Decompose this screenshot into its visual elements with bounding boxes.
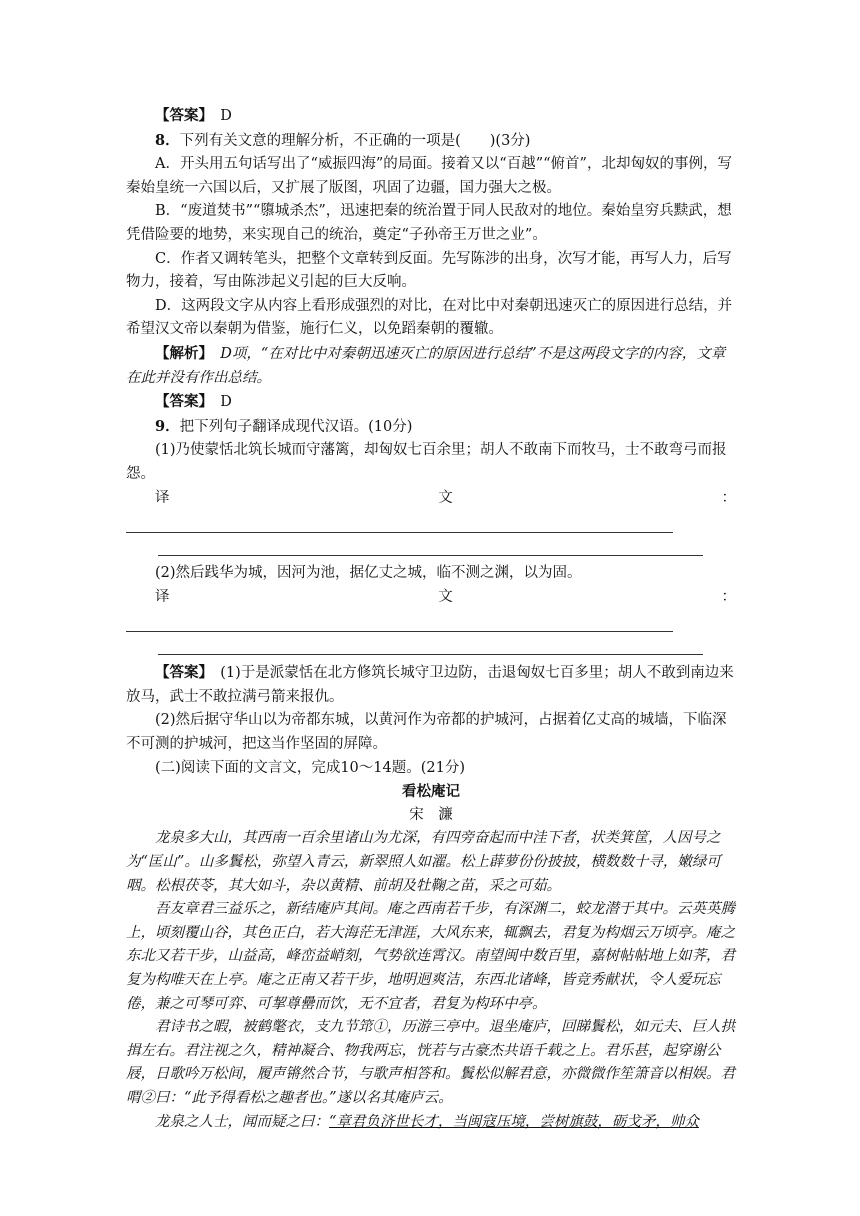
translation-label-2 — [126, 586, 736, 610]
answer-text-1: (1)于是派蒙恬在北方修筑长城守卫边防，击退匈奴七百多里；胡人不敢到南边来放马，武士不敢拉满弓箭来报仇。 — [126, 665, 734, 705]
section-heading: (二)阅读下面的文言文，完成10～14题。(21分) — [155, 759, 465, 776]
document-page — [126, 104, 736, 1134]
label-char: ： — [721, 489, 736, 506]
answer-7 — [126, 104, 736, 129]
passage-paragraph-3: 君诗书之暇，被鹤氅衣，支九节筇①，历游三亭中。退坐庵庐，回睇鬒松，如元夫、巨人拱揖左右。君注视之久，精神凝合、物我两忘，恍若与古豪杰共语千载之上。君乐甚，起穿谢公屐，日歌吟万松间，履声锵然合节，与歌声相答和。鬒松似解君意，亦微微作笙箫音以相娱。君喟②曰：“此予得看松之趣者也。”遂以名其庵庐云。 — [126, 1019, 735, 1106]
translation-label-1 — [126, 487, 736, 511]
option-c: C．作者又调转笔头，把整个文章转到反面。先写陈涉的出身，次写才能，再写人力，后写物力，接着，写由陈涉起义引起的巨大反响。 — [126, 250, 732, 291]
question-8 — [126, 129, 736, 154]
paragraph-text: 龙泉之人士，闻而疑之曰： — [155, 1113, 329, 1130]
question-text: 把下列句子翻译成现代汉语。(10分) — [179, 418, 413, 435]
answer-value: D — [220, 394, 232, 411]
passage-paragraph-4 — [126, 1111, 736, 1135]
question-number: 9． — [155, 417, 180, 435]
explanation-8 — [126, 342, 736, 390]
option-d: D．这两段文字从内容上看形成强烈的对比，在对比中对秦朝迅速灭亡的原因进行总结，并希望汉文帝以秦朝为借鉴，施行仁义，以免蹈秦朝的覆辙。 — [126, 297, 733, 338]
answer-8 — [126, 390, 736, 415]
label-char: 文 — [438, 588, 453, 605]
answer-line[interactable] — [126, 609, 673, 632]
passage-paragraph-1: 龙泉多大山，其西南一百余里诸山为尤深，有四旁奋起而中洼下者，状类箕筐，人因号之为“匡山”。山多鬒松，弥望入青云，新翠照人如濯。松上薜萝份份披披，横数数十寻，嫩绿可咽。松根茯苓，其大如斗，杂以黄精、前胡及牡鞠之苗，采之可茹。 — [126, 830, 721, 894]
answer-tag: 【答案】 — [155, 107, 206, 124]
answer-tag: 【答案】 — [155, 664, 206, 682]
sentence-2: (2)然后践华为城，因河为池，据亿丈之城，临不测之渊，以为固。 — [155, 565, 582, 582]
answer-line[interactable] — [126, 510, 673, 533]
answer-9 — [126, 661, 736, 709]
underlined-sentence: “章君负济世长才，当闽寇压境，尝树旗鼓，砺戈矛，帅众 — [329, 1113, 699, 1130]
label-char: 译 — [155, 489, 170, 506]
answer-tag: 【答案】 — [155, 393, 206, 411]
passage-author: 宋 濂 — [409, 806, 453, 823]
answer-value: D — [220, 108, 232, 124]
answer-line[interactable] — [158, 533, 703, 556]
question-number: 8． — [155, 131, 180, 149]
answer-line[interactable] — [158, 632, 703, 655]
option-a: A．开头用五句话写出了“威振四海”的局面。接着又以“百越”“俯首”，北却匈奴的事例，写秦始皇统一六国以后，又扩展了版图，巩固了边疆，国力强大之极。 — [126, 156, 732, 196]
question-text: 下列有关文意的理解分析，不正确的一项是( )(3分) — [179, 132, 531, 149]
answer-text-2: (2)然后据守华山以为帝都东城，以黄河作为帝都的护城河，占据着亿丈高的城墙，下临深不可测的护城河，把这当作坚固的屏障。 — [126, 712, 727, 753]
label-char: ： — [721, 588, 736, 605]
passage-title: 看松庵记 — [402, 783, 460, 801]
option-b: B．“废道焚书”“隳城杀杰”，迅速把秦的统治置于同人民敌对的地位。秦始皇穷兵黩武，想凭借险要的地势，来实现自己的统治，奠定“子孙帝王万世之业”。 — [126, 203, 732, 243]
explanation-text: D项，“在对比中对秦朝迅速灭亡的原因进行总结”不是这两段文字的内容，文章在此并没有作出总结。 — [126, 345, 726, 386]
label-char: 译 — [155, 588, 170, 605]
passage-paragraph-2: 吾友章君三益乐之，新结庵庐其间。庵之西南若千步，有深渊二，蛟龙潜于其中。云英英腾上，顷刻覆山谷，其色正白，若大海茫无津涯，大风东来，辄飘去，君复为构烟云万顷亭。庵之东北又若干步，山益高，峰峦益峭刻，气势欲连霄汉。南望闽中数百里，嘉树帖帖地上如荠，君复为构唯天在上亭。庵之正南又若干步，地明迥爽洁，东西北诸峰，皆竞秀献状，令人爱玩忘倦，兼之可琴可弈、可挈尊罍而饮，无不宜者，君复为构环中亭。 — [126, 901, 735, 1012]
explanation-tag: 【解析】 — [155, 344, 206, 362]
label-char: 文 — [438, 489, 453, 506]
question-9 — [126, 415, 736, 440]
sentence-1: (1)乃使蒙恬北筑长城而守藩篱，却匈奴七百余里；胡人不敢南下而牧马，士不敢弯弓而报怨。 — [126, 442, 727, 482]
